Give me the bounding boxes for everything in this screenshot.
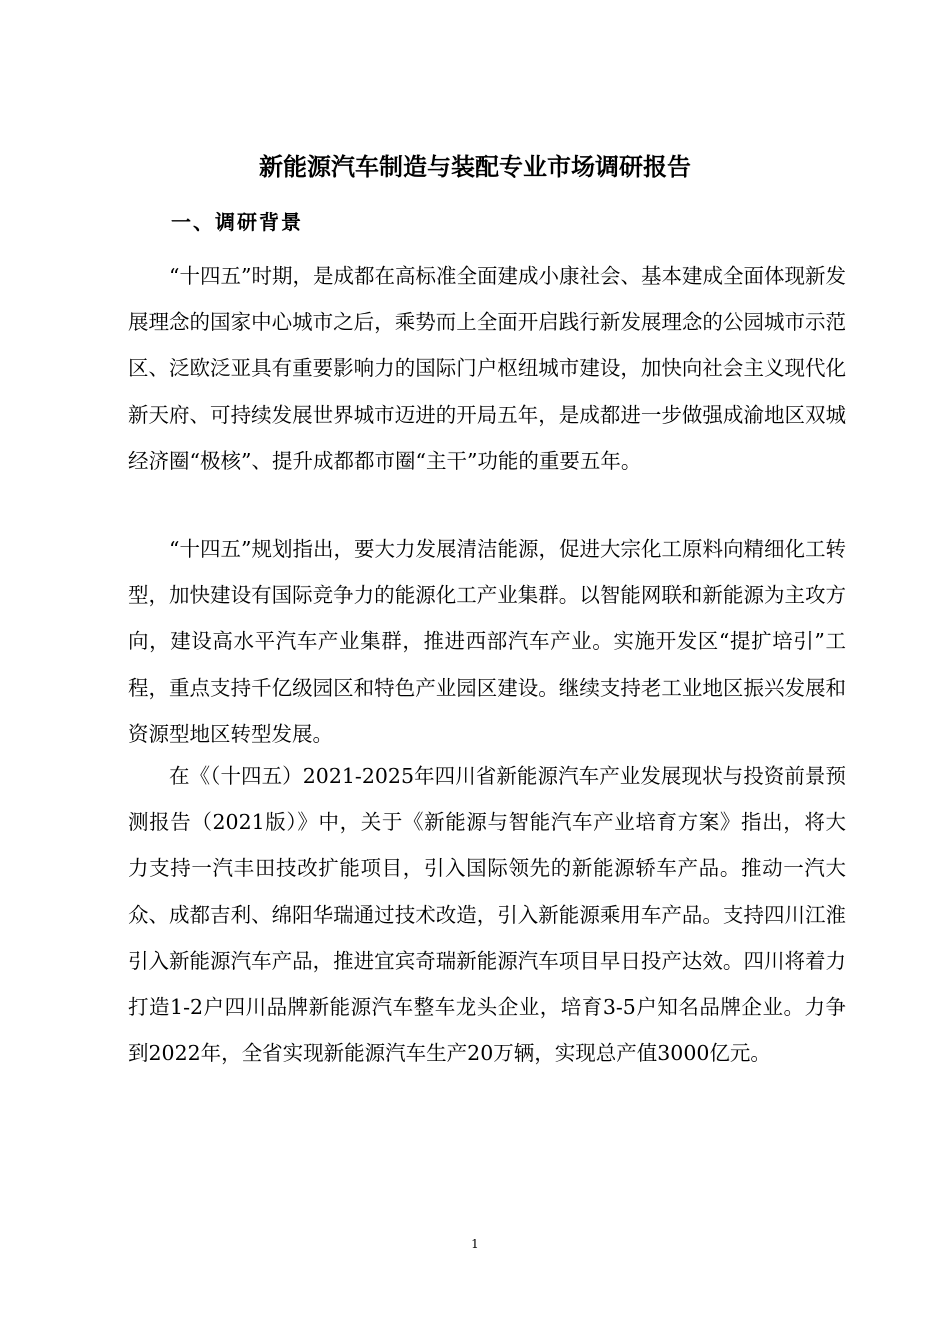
section-heading: 一、调研背景 [171,210,303,234]
body-paragraph: 在《（十四五）2021-2025年四川省新能源汽车产业发展现状与投资前景预测报告（2021版）》中，关于《新能源与智能汽车产业培育方案》指出，将大力支持一汽丰田技改扩能项目，引入国际领先的新能源轿车产品。推动一汽大众、成都吉利、绵阳华瑞通过技术改造，引入新能源乘用车产品。支持四川江淮引入新能源汽车产品，推进宜宾奇瑞新能源汽车项目早日投产达效。四川将着力打造1-2户四川品牌新能源汽车整车龙头企业，培育3-5户知名品牌企业。力争到2022年，全省实现新能源汽车生产20万辆，实现总产值3000亿元。 [128,764,846,1066]
body-paragraph: “十四五”规划指出，要大力发展清洁能源，促进大宗化工原料向精细化工转型，加快建设有国际竞争力的能源化工产业集群。以智能网联和新能源为主攻方向，建设高水平汽车产业集群，推进西部汽车产业。实施开发区“提扩培引”工程，重点支持千亿级园区和特色产业园区建设。继续支持老工业地区振兴发展和资源型地区转型发展。 [128,537,846,746]
body-paragraph: “十四五”时期，是成都在高标准全面建成小康社会、基本建成全面体现新发展理念的国家中心城市之后，乘势而上全面开启践行新发展理念的公园城市示范区、泛欧泛亚具有重要影响力的国际门户枢纽城市建设，加快向社会主义现代化新天府、可持续发展世界城市迈进的开局五年，是成都进一步做强成渝地区双城经济圈“极核”、提升成都都市圈“主干”功能的重要五年。 [128,264,846,473]
page-number: 1 [471,1237,479,1251]
document-title: 新能源汽车制造与装配专业市场调研报告 [259,153,691,181]
